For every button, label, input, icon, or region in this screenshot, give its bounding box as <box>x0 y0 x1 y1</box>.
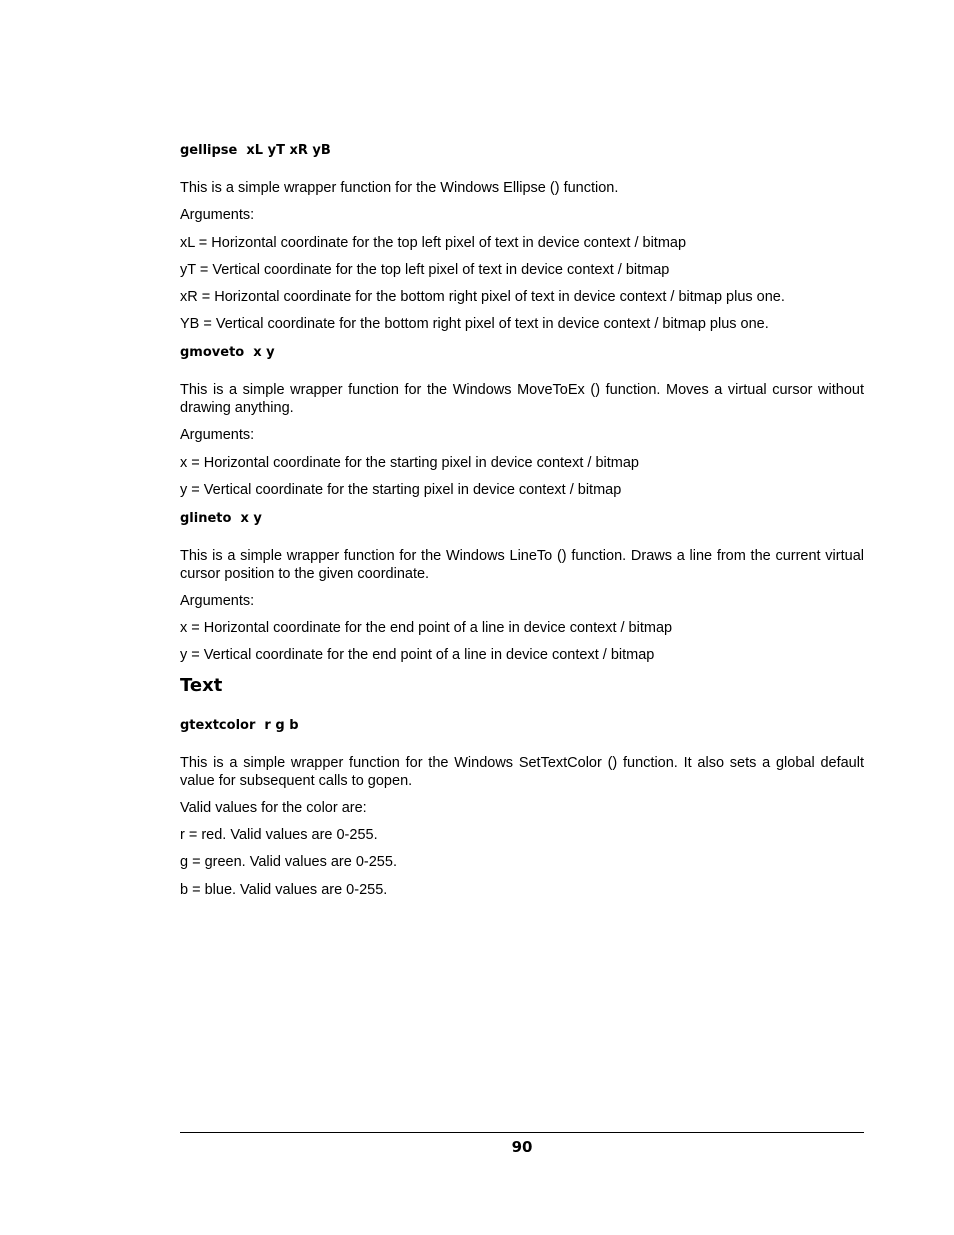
glineto-arguments-label: Arguments: <box>180 593 255 609</box>
footer-divider <box>180 1132 864 1133</box>
glineto-signature: glineto x y <box>180 511 262 526</box>
page-number: 90 <box>511 1138 533 1156</box>
gtextcolor-signature: gtextcolor r g b <box>180 718 299 733</box>
gtextcolor-values-label: Valid values for the color are: <box>180 800 367 816</box>
section-heading-text: Text <box>180 675 223 696</box>
gellipse-description: This is a simple wrapper function for the Windows Ellipse () function. <box>180 180 619 196</box>
glineto-description: This is a simple wrapper function for the Windows LineTo () function. Draws a line from the current virtual cursor position to the given coordinate. <box>180 548 864 582</box>
gmoveto-signature: gmoveto x y <box>180 345 275 360</box>
gtextcolor-arg-g: g = green. Valid values are 0-255. <box>180 854 397 870</box>
glineto-arg-x: x = Horizontal coordinate for the end point of a line in device context / bitmap <box>180 620 673 636</box>
gellipse-arg-xr: xR = Horizontal coordinate for the bottom right pixel of text in device context / bitmap plus one. <box>180 289 785 305</box>
gellipse-arg-yt: yT = Vertical coordinate for the top left pixel of text in device context / bitmap <box>180 262 670 278</box>
gtextcolor-description: This is a simple wrapper function for the Windows SetTextColor () function. It also sets a global default value for subsequent calls to gopen. <box>180 755 864 789</box>
gellipse-signature: gellipse xL yT xR yB <box>180 143 331 158</box>
gmoveto-arg-x: x = Horizontal coordinate for the starting pixel in device context / bitmap <box>180 455 640 471</box>
gmoveto-arg-y: y = Vertical coordinate for the starting pixel in device context / bitmap <box>180 482 622 498</box>
glineto-arg-y: y = Vertical coordinate for the end point of a line in device context / bitmap <box>180 647 655 663</box>
gtextcolor-arg-b: b = blue. Valid values are 0-255. <box>180 882 388 898</box>
gtextcolor-arg-r: r = red. Valid values are 0-255. <box>180 827 378 843</box>
gellipse-arg-yb: YB = Vertical coordinate for the bottom right pixel of text in device context / bitmap plus one. <box>180 316 769 332</box>
gellipse-arguments-label: Arguments: <box>180 207 255 223</box>
gmoveto-description: This is a simple wrapper function for the Windows MoveToEx () function. Moves a virtual cursor without drawing anything. <box>180 382 864 416</box>
gmoveto-arguments-label: Arguments: <box>180 427 255 443</box>
gellipse-arg-xl: xL = Horizontal coordinate for the top left pixel of text in device context / bitmap <box>180 235 687 251</box>
